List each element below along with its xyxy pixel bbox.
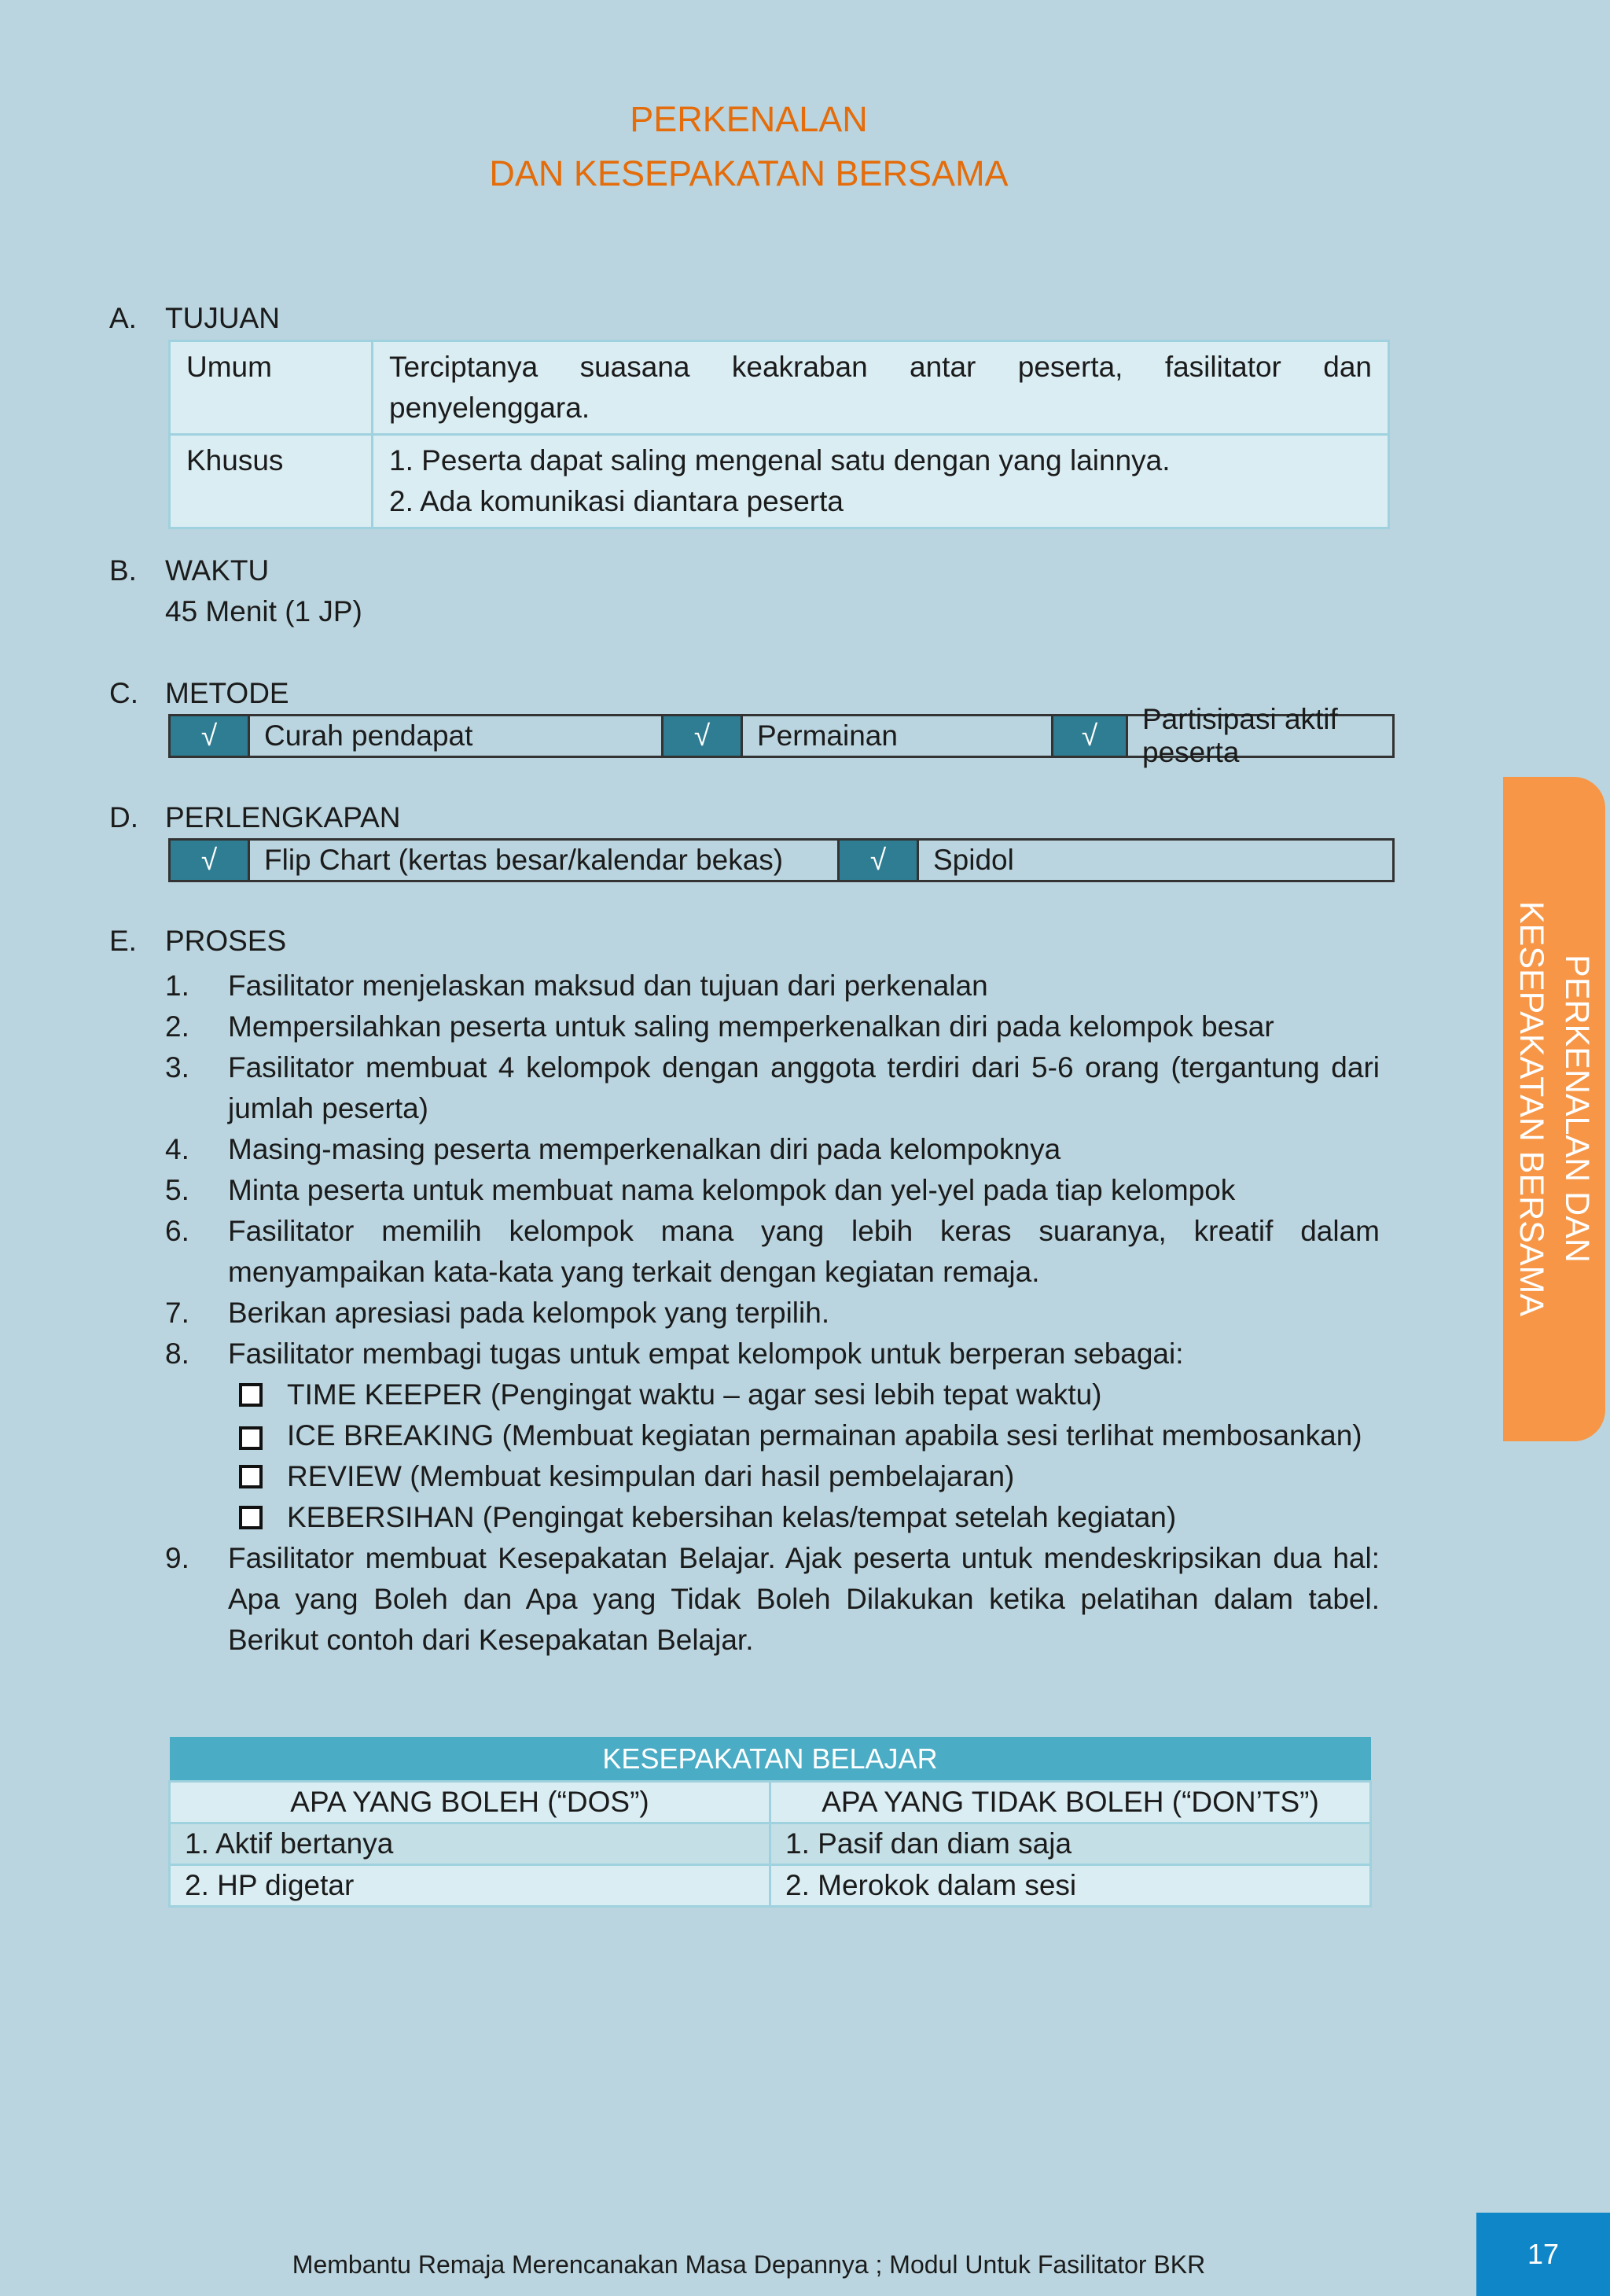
- tujuan-khusus-item: 2. Ada komunikasi diantara peserta: [389, 485, 844, 517]
- role-item: [228, 1456, 1380, 1497]
- proses-number: 6.: [165, 1215, 189, 1247]
- proses-number: 7.: [165, 1297, 189, 1329]
- section-e-letter: E.: [109, 925, 137, 957]
- tujuan-umum-text: [373, 341, 1389, 435]
- table-row: [170, 1823, 1371, 1865]
- proses-item: [165, 1129, 1380, 1170]
- proses-text: Fasilitator membuat Kesepakatan Belajar. Ajak peserta untuk mendeskripsikan dua hal: Apa yang Boleh dan Apa yang Tidak Boleh Dilakukan ketika pelatihan dalam tabel. Berikut contoh dari Kesepakatan Belajar.: [228, 1542, 1380, 1656]
- checkbox-icon: [228, 1497, 287, 1538]
- tujuan-table: [168, 340, 1390, 529]
- tujuan-umum-line1: Terciptanya suasana keakraban antar peserta, fasilitator dan: [389, 351, 1372, 383]
- metode-item: Permainan: [741, 716, 1051, 756]
- proses-item: [165, 1047, 1380, 1129]
- proses-number: 3.: [165, 1051, 189, 1084]
- tujuan-khusus-label: Khusus: [170, 435, 373, 528]
- table-row: [170, 1865, 1371, 1907]
- proses-number: 8.: [165, 1337, 189, 1370]
- column-header-dos: APA YANG BOLEH (“DOS”): [170, 1782, 770, 1823]
- section-b-letter: B.: [109, 554, 137, 587]
- proses-item: [165, 1293, 1380, 1334]
- page-footer: Membantu Remaja Merencanakan Masa Depannya ; Modul Untuk Fasilitator BKR: [292, 2250, 1206, 2279]
- proses-text: Minta peserta untuk membuat nama kelompok dan yel-yel pada tiap kelompok: [228, 1174, 1236, 1206]
- proses-list: [165, 966, 1380, 1661]
- proses-number: 2.: [165, 1010, 189, 1043]
- table-cell: 2. Merokok dalam sesi: [770, 1865, 1371, 1907]
- section-c-heading: METODE: [165, 677, 289, 709]
- checkbox-icon: [228, 1415, 287, 1456]
- chapter-side-tab-label: [1509, 901, 1600, 1316]
- perlengkapan-item: Flip Chart (kertas besar/kalendar bekas): [248, 841, 837, 880]
- metode-box: [168, 703, 1395, 768]
- check-mark: √: [171, 841, 248, 880]
- proses-item: [165, 1211, 1380, 1293]
- proses-text: Fasilitator menjelaskan maksud dan tujuan dari perkenalan: [228, 970, 988, 1002]
- page-number: 17: [1476, 2213, 1610, 2296]
- proses-number: 5.: [165, 1174, 189, 1206]
- proses-number: 9.: [165, 1542, 189, 1574]
- role-item: [228, 1415, 1380, 1456]
- check-mark: √: [661, 716, 741, 756]
- proses-text: Mempersilahkan peserta untuk saling memperkenalkan diri pada kelompok besar: [228, 1010, 1274, 1043]
- proses-item: [165, 1334, 1380, 1374]
- kesepakatan-table: [168, 1737, 1372, 1908]
- section-e-heading: PROSES: [165, 925, 287, 957]
- kesepakatan-title: KESEPAKATAN BELAJAR: [170, 1737, 1371, 1782]
- role-text: KEBERSIHAN (Pengingat kebersihan kelas/tempat setelah kegiatan): [287, 1501, 1177, 1533]
- section-a-letter: A.: [109, 302, 137, 334]
- role-text: TIME KEEPER (Pengingat waktu – agar sesi lebih tepat waktu): [287, 1378, 1102, 1411]
- role-text: ICE BREAKING (Membuat kegiatan permainan apabila sesi terlihat membosankan): [287, 1419, 1362, 1452]
- table-cell: 1. Aktif bertanya: [170, 1823, 770, 1865]
- role-list: [165, 1374, 1380, 1538]
- side-tab-line1: PERKENALAN DAN: [1558, 955, 1596, 1263]
- waktu-value: 45 Menit (1 JP): [165, 595, 362, 627]
- proses-item: [165, 1538, 1380, 1661]
- tujuan-umum-line2: penyelenggara.: [389, 392, 590, 424]
- proses-number: 4.: [165, 1133, 189, 1165]
- check-mark: √: [171, 716, 248, 756]
- page-title-line1: PERKENALAN: [630, 99, 868, 139]
- role-item: [228, 1374, 1380, 1415]
- proses-item: [165, 966, 1380, 1006]
- proses-text: Masing-masing peserta memperkenalkan diri pada kelompoknya: [228, 1133, 1061, 1165]
- table-cell: 1. Pasif dan diam saja: [770, 1823, 1371, 1865]
- check-mark: √: [1051, 716, 1126, 756]
- section-a-heading: TUJUAN: [165, 302, 280, 334]
- page-title-line2: DAN KESEPAKATAN BERSAMA: [489, 153, 1009, 193]
- proses-text: Fasilitator membagi tugas untuk empat kelompok untuk berperan sebagai:: [228, 1337, 1184, 1370]
- proses-text: Fasilitator membuat 4 kelompok dengan anggota terdiri dari 5-6 orang (tergantung dari jumlah peserta): [228, 1051, 1380, 1124]
- tujuan-khusus-item: 1. Peserta dapat saling mengenal satu dengan yang lainnya.: [389, 444, 1171, 476]
- tujuan-umum-label: Umum: [170, 341, 373, 435]
- table-cell: 2. HP digetar: [170, 1865, 770, 1907]
- proses-number: 1.: [165, 970, 189, 1002]
- perlengkapan-item: Spidol: [917, 841, 1392, 880]
- check-mark: √: [837, 841, 917, 880]
- metode-item: Partisipasi aktif peserta: [1126, 716, 1392, 756]
- perlengkapan-box: [168, 838, 1395, 882]
- proses-item: [165, 1170, 1380, 1211]
- checkbox-icon: [228, 1456, 287, 1497]
- proses-item: [165, 1006, 1380, 1047]
- section-d-heading: PERLENGKAPAN: [165, 801, 401, 833]
- side-tab-line2: KESEPAKATAN BERSAMA: [1513, 900, 1550, 1317]
- role-item: [228, 1497, 1380, 1538]
- column-header-donts: APA YANG TIDAK BOLEH (“DON’TS”): [770, 1782, 1371, 1823]
- section-b-heading: WAKTU: [165, 554, 270, 587]
- checkbox-icon: [228, 1374, 287, 1415]
- section-c-letter: C.: [109, 677, 138, 709]
- proses-text: Fasilitator memilih kelompok mana yang lebih keras suaranya, kreatif dalam menyampaikan kata-kata yang terkait dengan kegiatan remaja.: [228, 1215, 1380, 1288]
- metode-item: Curah pendapat: [248, 716, 661, 756]
- section-d-letter: D.: [109, 801, 138, 833]
- proses-text: Berikan apresiasi pada kelompok yang terpilih.: [228, 1297, 830, 1329]
- role-text: REVIEW (Membuat kesimpulan dari hasil pembelajaran): [287, 1460, 1015, 1492]
- tujuan-khusus-list: [373, 435, 1389, 528]
